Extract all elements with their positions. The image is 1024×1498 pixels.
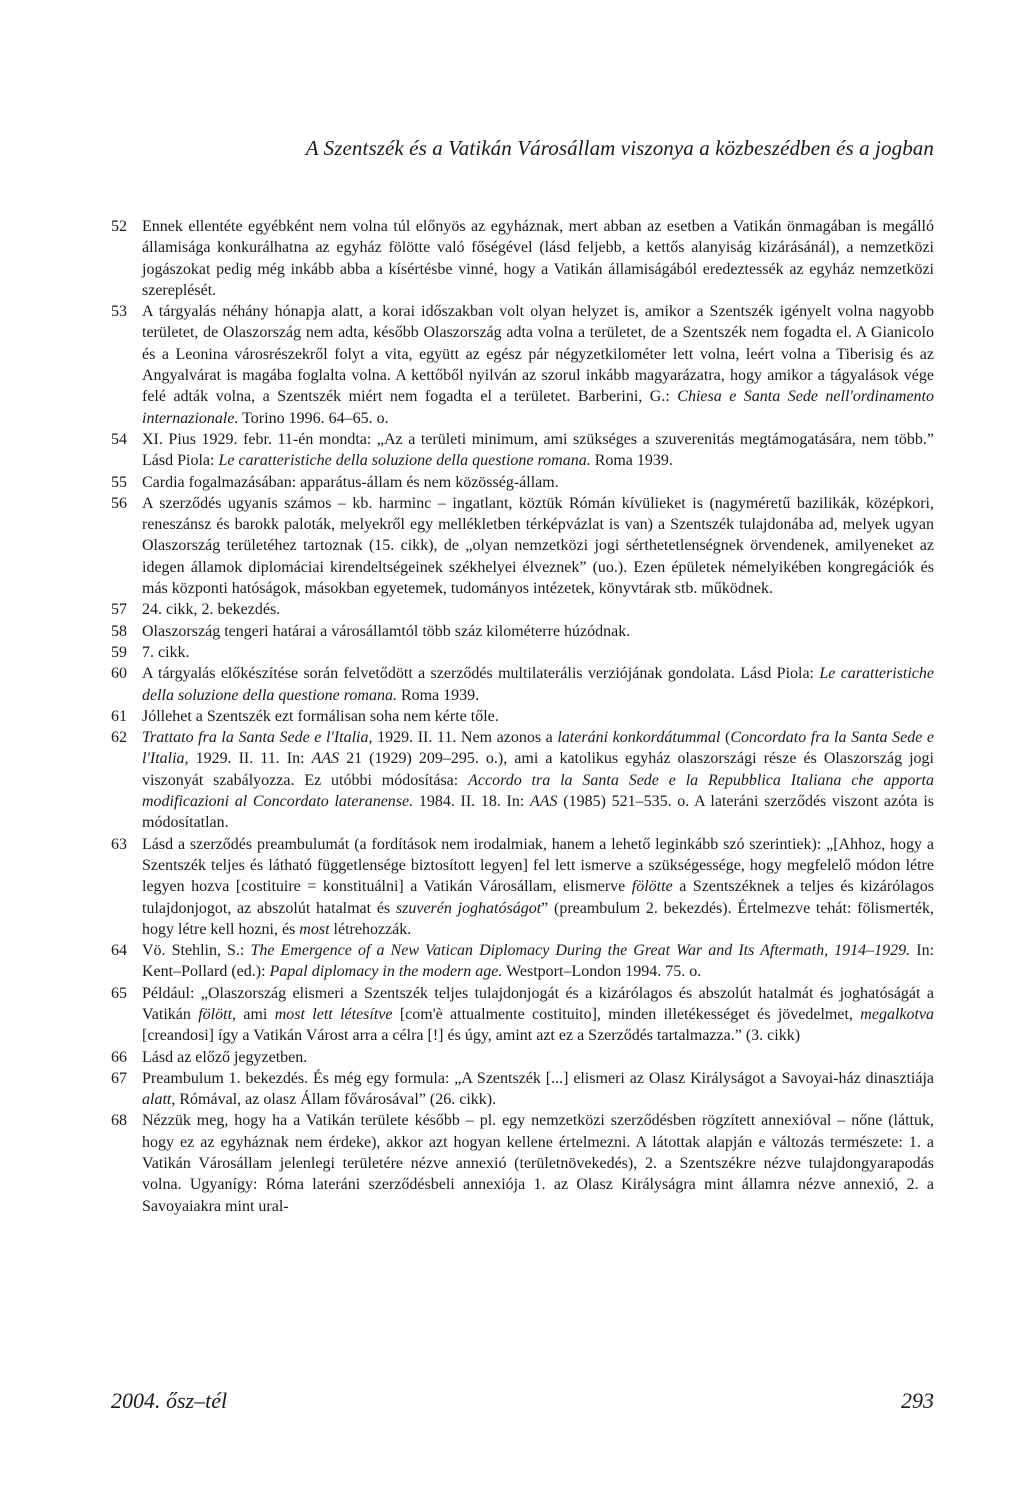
footnote-italic-text: megalkotva [860, 1005, 935, 1023]
footnote-text: Lásd a szerződés preambulumát (a fordítások nem irodalmiak, hanem a lehető leginkább szó szerintiek): „[Ahhoz, hogy a Szentszék teljes és látható függetlensége biztosított legyen] fel lett ismerve a szükségessége, hogy megfelelő módon létre legyen hozva [costituire = konstituálni] a Vatikán Városállam, elismerve [142, 835, 934, 896]
footnote-number: 53 [111, 303, 127, 321]
footnote-55 [111, 472, 934, 493]
page-number: 293 [901, 1388, 934, 1413]
footnote-text: ( [720, 729, 731, 747]
footnote-text: a Szentszéknek a teljes és kizárólagos tulajdonjogot, az abszolút hatalmat és [142, 878, 935, 917]
footnote-number: 66 [111, 1048, 127, 1066]
footnote-text: Cardia fogalmazásában: apparátus-állam és nem közösség-állam. [142, 473, 559, 491]
footnote-number: 61 [111, 707, 127, 725]
footnote-number: 59 [111, 643, 127, 661]
footnote-56 [111, 493, 934, 599]
footnote-text: 1929. II. 11. Nem azonos a [372, 729, 558, 747]
footnote-text: A tárgyalás előkészítése során felvetődött a szerződés multilaterális verziójának gondolata. Lásd Piola: [142, 665, 820, 683]
footnote-number: 64 [111, 942, 127, 960]
footnote-text: Nézzük meg, hogy ha a Vatikán területe később – pl. egy nemzetközi szerződésben rögzített annexióval – nőne (láttuk, hogy ez az egyháznak nem érdeke), akkor azt hogyan kellene értelmezni. A látottak alapján e változás természete: 1. a Vatikán Városállam jelenlegi területére nézve annexió (területnövekedés), 2. a Szentszékre nézve tulajdongyarapodás volna. Ugyanígy: Róma lateráni szerződésbeli annexiója 1. az Olasz Királyságra mint államra nézve annexió, 2. a Savoyaiakra mint ural- [142, 1112, 934, 1215]
footnote-number: 65 [111, 984, 127, 1002]
footnote-number: 62 [111, 729, 127, 747]
footnote-text: A tárgyalás néhány hónapja alatt, a korai időszakban volt olyan helyzet is, amikor a Szentszék igényelt volna nagyobb területet, de Olaszország nem adta, később Olaszország adta volna a területet, de a Szentszék nem fogadta el. A Gianicolo és a Leonina városrészekről folyt a vita, együtt az egész pár négyzetkilométer lett volna, leért volna a Tiberisig és az Angyalvárat is magába foglalta volna. A kettőből nyilván az szorul inkább magyarázatra, hogy amikor a tágyalások vége felé adták volna, a Szentszék miért nem fogadta el a területet. Barberini, G.: [142, 303, 934, 406]
footnote-number: 55 [111, 473, 127, 491]
footnote-text: Roma 1939. [590, 452, 673, 470]
footnote-text: 24. cikk, 2. bekezdés. [142, 601, 281, 619]
footnote-italic-text: Trattato fra la Santa Sede e l'Italia, [142, 729, 373, 747]
footnote-text: In: Kent–Pollard (ed.): [142, 942, 935, 981]
footnote-62 [111, 727, 934, 833]
footnote-65 [111, 983, 934, 1047]
footnote-64 [111, 940, 934, 983]
footnote-text: létrehozzák. [329, 920, 412, 938]
footnote-57 [111, 599, 934, 620]
footnote-number: 57 [111, 601, 127, 619]
footnote-italic-text: AAS [311, 750, 340, 768]
footnote-number: 68 [111, 1112, 127, 1130]
footnote-italic-text: AAS [530, 793, 558, 811]
issue-label: 2004. ősz–tél [111, 1388, 228, 1413]
footnote-italic-text: lateráni konkordátummal [557, 729, 721, 747]
footnote-text: [creandosi] így a Vatikán Várost arra a célra [!] és úgy, amint azt ez a Szerződés tartalmazza.” (3. cikk) [142, 1027, 801, 1045]
running-header: A Szentszék és a Vatikán Városállam viszonya a közbeszédben és a jogban [305, 136, 934, 160]
footnote-number: 54 [111, 430, 127, 448]
footnote-52 [111, 216, 934, 301]
footnote-text: Lásd az előző jegyzetben. [142, 1048, 308, 1066]
footnote-text: Vö. Stehlin, S.: [142, 942, 251, 960]
footnote-italic-text: Concordato fra la Santa Sede e l'Italia, [142, 729, 935, 768]
footnotes-list [111, 216, 934, 1217]
footnote-text: Jóllehet a Szentszék ezt formálisan soha nem kérte tőle. [142, 707, 499, 725]
footnote-text: Roma 1939. [396, 686, 480, 704]
footnote-text: 1984. II. 18. In: [413, 793, 530, 811]
footnote-italic-text: szuverén joghatóságot [395, 899, 542, 917]
footnote-italic-text: most lett létesítve [274, 1005, 393, 1023]
footnote-66 [111, 1047, 934, 1068]
footnote-italic-text: The Emergence of a New Vatican Diplomacy During the Great War and Its Aftermath, 1914–1929. [250, 942, 911, 960]
footnote-text: Torino 1996. 64–65. o. [238, 409, 389, 427]
footnote-text: A szerződés ugyanis számos – kb. harminc – ingatlant, köztük Rómán kívülieket is (nagyméretű bazilikák, középkori, reneszánsz és barokk paloták, melyekről egy mellékletben térképvázlat is van) a Szentszék tulajdonába ad, melyek ugyan Olaszország területéhez tartoznak (15. cikk), de „olyan nemzetközi jogi sérthetetlenségnek örvendenek, amilyeneket az idegen államok diplomáciai kirendeltségeinek székhelyei élveznek” (uo.). Ezen épületek némelyikében kongregációk és más központi hatóságok, másokban egyetemek, tudományos intézetek, könyvtárak stb. működnek. [142, 494, 934, 598]
footnote-number: 58 [111, 622, 127, 640]
footnote-text: Például: „Olaszország elismeri a Szentszék teljes tulajdonjogát és a kizárólagos és abszolút hatalmát és joghatóságát a Vatikán [142, 984, 934, 1023]
footnote-italic-text: Le caratteristiche della soluzione della questione romana. [142, 665, 935, 704]
footnote-text: (1985) 521–535. o. A lateráni szerződés viszont azóta is módosítatlan. [142, 793, 934, 832]
footnote-italic-text: Papal diplomacy in the modern age. [269, 963, 503, 981]
footnote-number: 56 [111, 494, 127, 512]
footnote-text: 21 (1929) 209–295. o.), ami a katolikus egyház olaszországi része és Olaszország jogi viszonyát szabályozza. Ez utóbbi módosítása: [142, 750, 934, 789]
footnote-text: Olaszország tengeri határai a városállamtól több száz kilométerre húzódnak. [142, 622, 631, 640]
footnote-text: Westport–London 1994. 75. o. [502, 963, 702, 981]
footnote-number: 60 [111, 665, 127, 683]
footnote-53 [111, 301, 934, 429]
footnote-61 [111, 706, 934, 727]
footnote-text: Ennek ellentéte egyébként nem volna túl előnyös az egyháznak, mert abban az esetben a Vatikán önmagában is megálló államisága konkurálhatna az egyház fölötte való főségével (lásd feljebb, a kettős alanyiság kizárásánál), a nemzetközi jogászokat pedig még inkább abba a kísértésbe vinné, hogy a Vatikán államiságából eredeztessék az egyház nemzetközi szereplését. [142, 218, 934, 299]
footnote-italic-text: fölött [198, 1005, 233, 1023]
footnote-number: 52 [111, 218, 127, 235]
footnote-italic-text: Chiesa e Santa Sede nell'ordinamento internazionale. [142, 388, 934, 427]
footnote-text: ” (preambulum 2. bekezdés). Értelmezve tehát: fölismerték, hogy létre kell hozni, és [142, 899, 935, 938]
footnote-67 [111, 1068, 934, 1111]
footnote-60 [111, 663, 934, 706]
footnote-text: , Rómával, az olasz Állam fővárosával” (26. cikk). [171, 1091, 497, 1109]
footnote-text: XI. Pius 1929. febr. 11-én mondta: „Az a területi minimum, ami szükséges a szuverenitás megtámogatására, nem több.” Lásd Piola: [142, 430, 934, 470]
footnote-63 [111, 834, 934, 940]
footnote-number: 63 [111, 835, 127, 853]
footnote-text: [com'è attualmente costituito], minden illetékességet és jövedelmet, [392, 1005, 861, 1023]
footnote-italic-text: Le caratteristiche della soluzione della questione romana. [218, 452, 591, 470]
footnote-text: , ami [232, 1005, 275, 1023]
footnote-59 [111, 642, 934, 663]
footnote-54 [111, 429, 934, 472]
footnote-italic-text: fölötte [631, 878, 673, 896]
footnote-italic-text: alatt [142, 1091, 172, 1109]
footnote-text: 7. cikk. [142, 643, 190, 661]
footnote-58 [111, 621, 934, 642]
footnote-italic-text: most [299, 920, 330, 938]
footnote-text: 1929. II. 11. In: [188, 750, 312, 768]
footnote-number: 67 [111, 1069, 127, 1087]
footnote-text: Preambulum 1. bekezdés. És még egy formula: „A Szentszék [...] elismeri az Olasz Királyságot a Savoyai-ház dinasztiája [142, 1069, 934, 1087]
footnote-italic-text: Accordo tra la Santa Sede e la Repubblica Italiana che apporta modificazioni al Concordato lateranense. [142, 771, 934, 811]
footnote-68 [111, 1110, 934, 1216]
